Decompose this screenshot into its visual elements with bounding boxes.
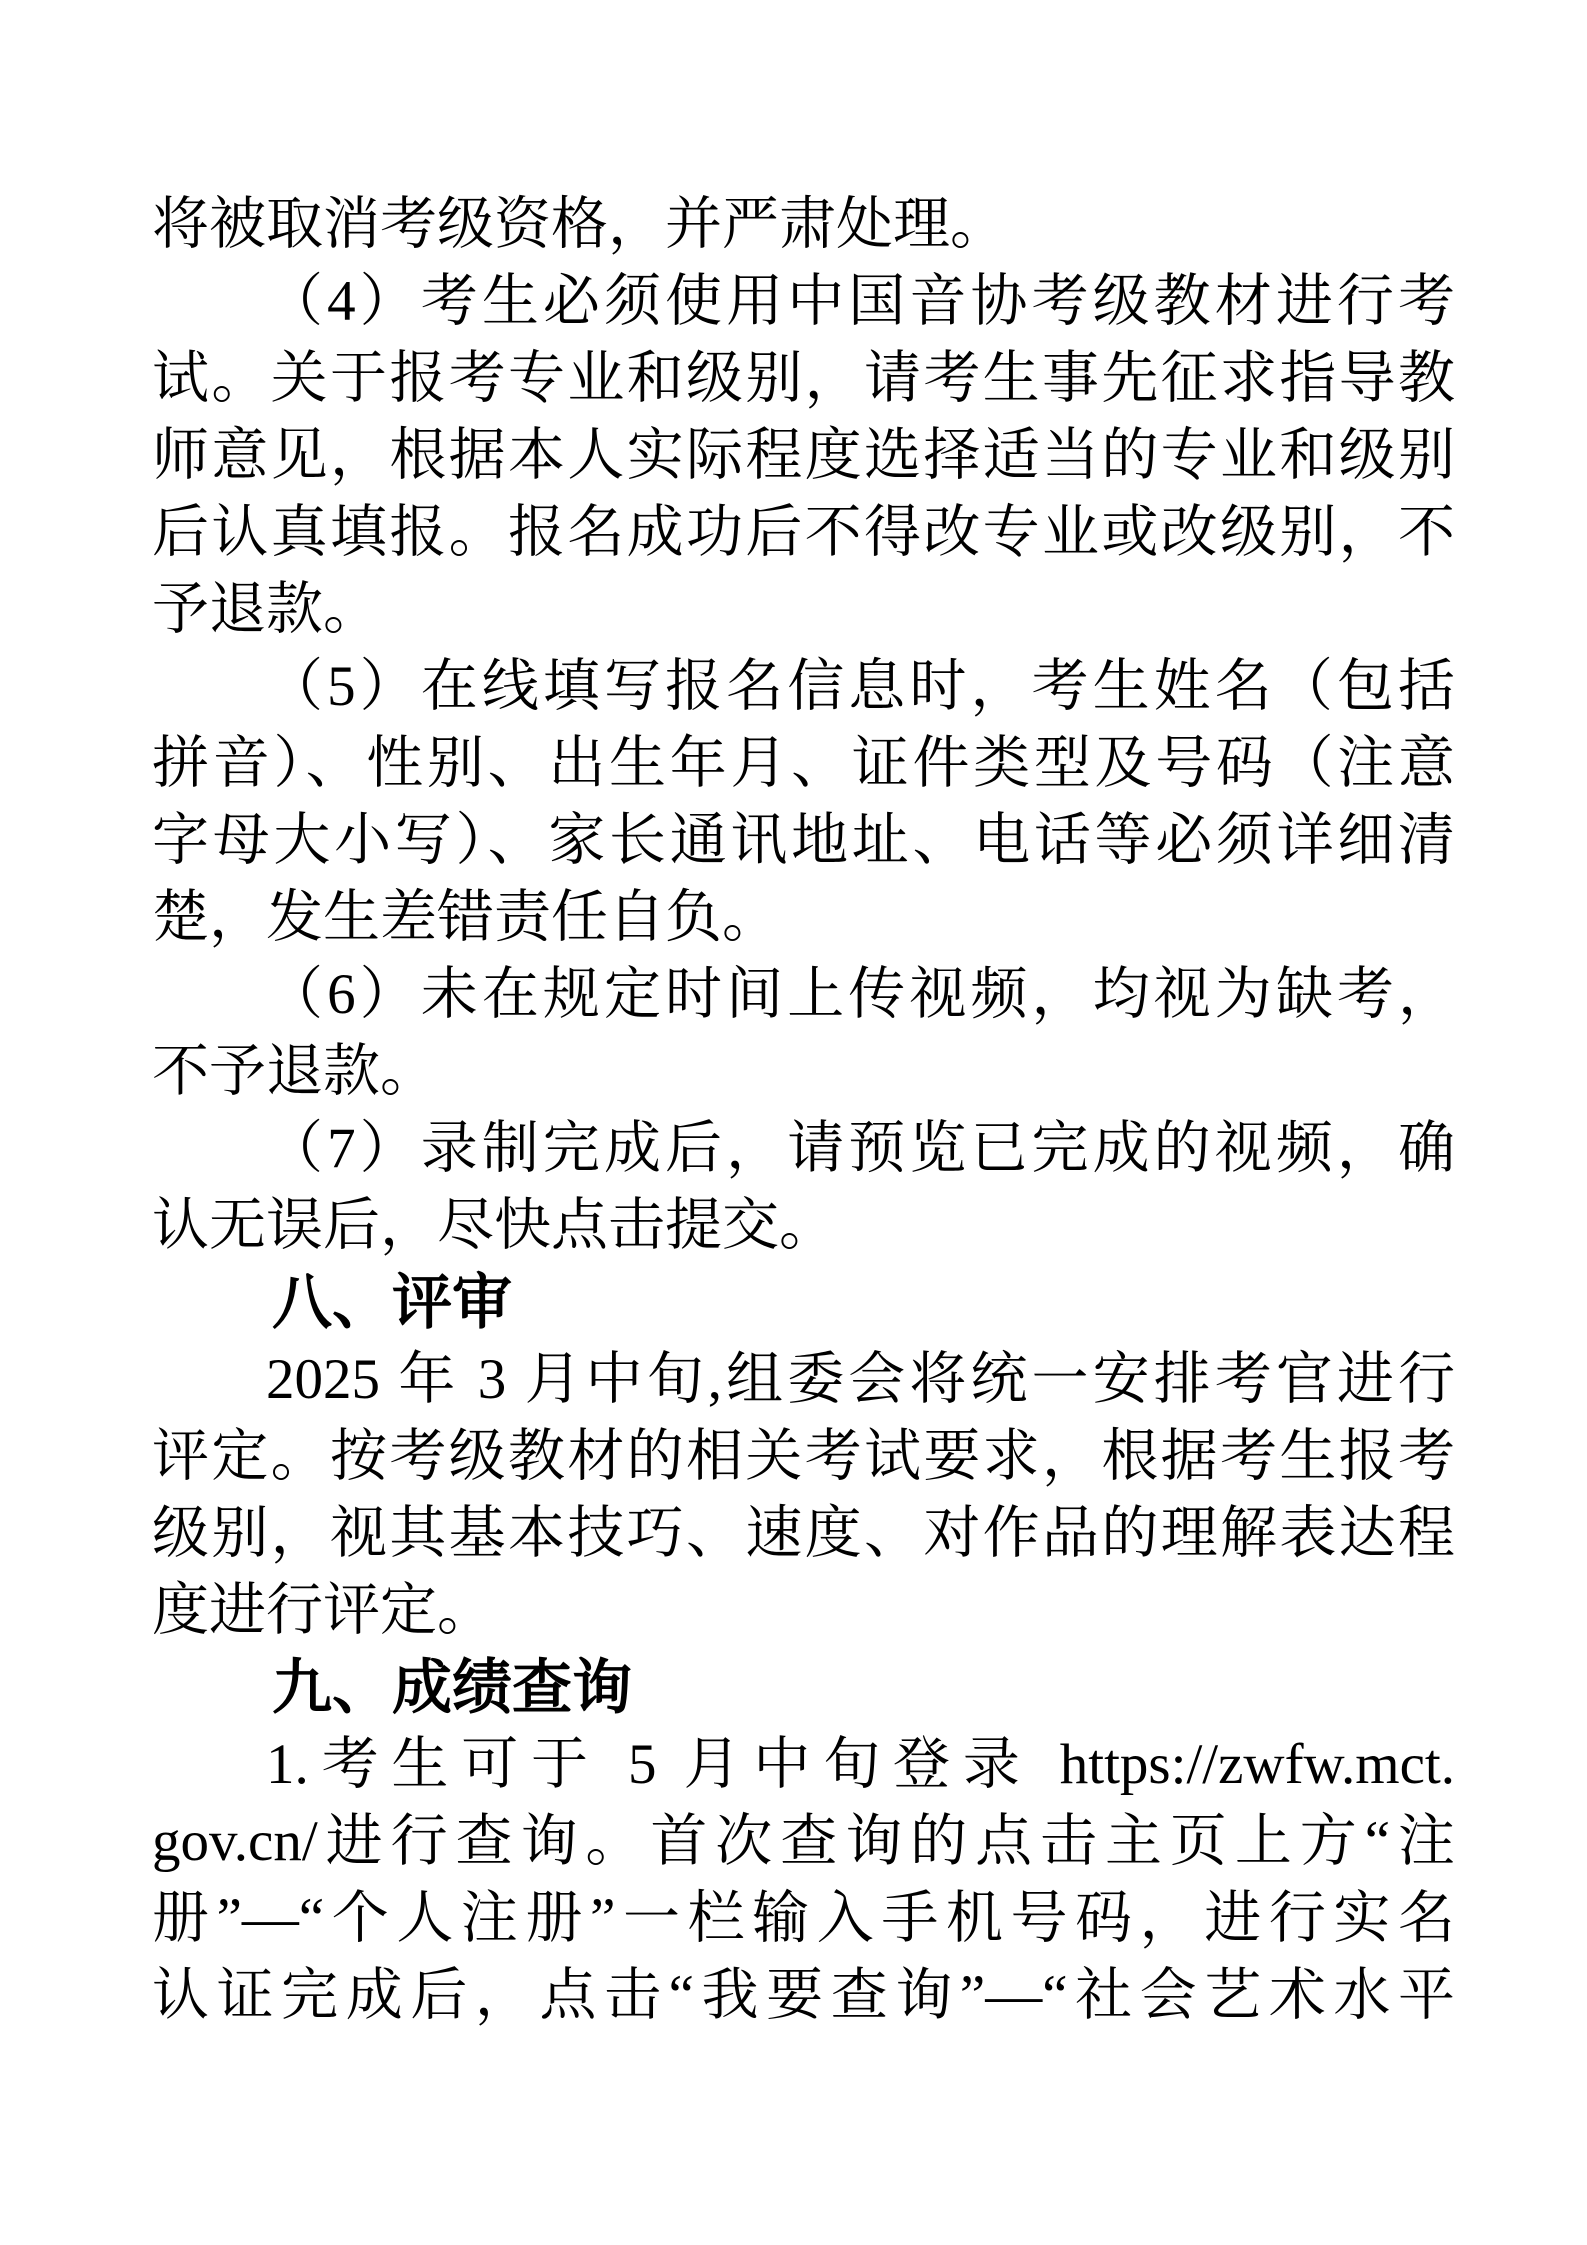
- text-line: 度进行评定。: [152, 1579, 494, 1642]
- text-line: 认无误后，尽快点击提交。: [152, 1194, 836, 1257]
- text-line: 楚，发生差错责任自负。: [152, 886, 779, 949]
- text-line: 级别，视其基本技巧、速度、对作品的理解表达程: [152, 1502, 1455, 1565]
- text-line: 予退款。: [152, 578, 380, 641]
- document-text-block: [152, 186, 1455, 2034]
- text-line: 师意见，根据本人实际程度选择适当的专业和级别: [152, 424, 1455, 487]
- text-line: 后认真填报。报名成功后不得改专业或改级别，不: [152, 501, 1455, 564]
- text-line: 册”—“个人注册”一栏输入手机号码，进行实名: [152, 1887, 1455, 1950]
- text-line: 不予退款。: [152, 1040, 437, 1103]
- text-line: 字母大小写）、家长通讯地址、电话等必须详细清: [152, 809, 1455, 872]
- text-line: 评定。按考级教材的相关考试要求，根据考生报考: [152, 1425, 1455, 1488]
- text-line: 将被取消考级资格，并严肃处理。: [152, 193, 1007, 256]
- text-line: gov.cn/进行查询。首次查询的点击主页上方“注: [152, 1810, 1455, 1873]
- text-line: 1.考生可于 5 月中旬登录 https://zwfw.mct.: [266, 1733, 1455, 1796]
- text-line: 2025 年 3 月中旬,组委会将统一安排考官进行: [266, 1348, 1455, 1411]
- text-line: （5）在线填写报名信息时，考生姓名（包括: [266, 655, 1455, 718]
- text-line: （6）未在规定时间上传视频，均视为缺考，: [266, 963, 1455, 1026]
- text-line: （4）考生必须使用中国音协考级教材进行考: [266, 270, 1455, 333]
- section-heading-9: 九、成绩查询: [272, 1654, 632, 1721]
- text-line: 试。关于报考专业和级别，请考生事先征求指导教: [152, 347, 1455, 410]
- section-heading-8: 八、评审: [272, 1269, 512, 1336]
- text-line: （7）录制完成后，请预览已完成的视频，确: [266, 1117, 1455, 1180]
- text-line: 认证完成后，点击“我要查询”—“社会艺术水平: [152, 1964, 1455, 2027]
- text-line: 拼音）、性别、出生年月、证件类型及号码（注意: [152, 732, 1455, 795]
